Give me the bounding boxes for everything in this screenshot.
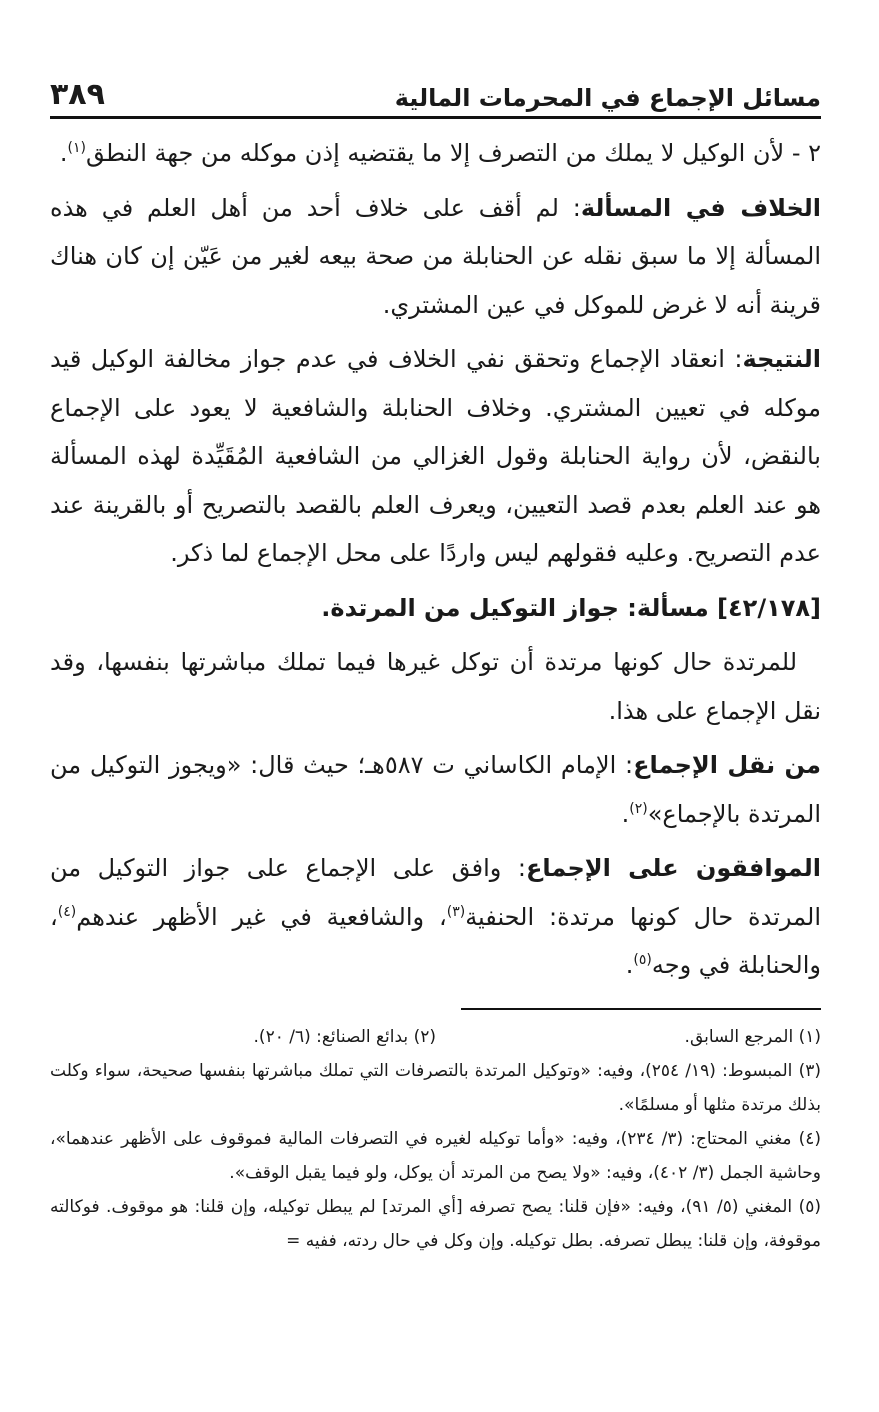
- paragraph-end: .: [621, 799, 630, 828]
- paragraph-reason-2: [50, 129, 821, 178]
- footnote-2: (٢) بدائع الصنائع: (٦/ ٢٠).: [253, 1026, 436, 1047]
- paragraph-text: للمرتدة حال كونها مرتدة أن توكل غيرها فيما تملك مباشرتها بنفسها، وقد نقل الإجماع على هذا.: [50, 648, 821, 725]
- footnote-row: [50, 1020, 821, 1054]
- issue-heading: [٤٢/١٧٨] مسألة: جواز التوكيل من المرتدة.: [321, 593, 821, 622]
- paragraph-text: : انعقاد الإجماع وتحقق نفي الخلاف في عدم جواز مخالفة الوكيل قيد موكله في تعيين المشتري. وخلاف الحنابلة والشافعية لا يعود على الإجماع بالنقض، لأن رواية الحنابلة وقول الغزالي من الشافعية المُقَيِّدة لهذه المسألة هو عند العلم بعدم قصد التعيين، ويعرف العلم بالقصد بالتصريح أو بالقرينة عند عدم التصريح. وعليه فقولهم ليس واردًا على محل الإجماع لما ذكر.: [50, 345, 821, 567]
- footnote-5: (٥) المغني (٥/ ٩١)، وفيه: «فإن قلنا: يصح تصرفه [أي المرتد] لم يبطل توكيله، وإن قلنا: هو موقوف. فوكالته موقوفة، وإن قلنا: يبطل تصرفه. بطل توكيله. وإن وكل في حال ردته، ففيه =: [50, 1196, 821, 1251]
- footnote-4: (٤) مغني المحتاج: (٣/ ٢٣٤)، وفيه: «وأما توكيله لغيره في التصرفات المالية فموقوف على الأظهر عندهما»، وحاشية الجمل (٣/ ٤٠٢)، وفيه: «ولا يصح من المرتد أن يوكل، ولو فيما يقبل الوقف».: [50, 1128, 821, 1183]
- paragraph-lead: الموافقون على الإجماع: [525, 854, 821, 882]
- paragraph-lead: الخلاف في المسألة: [580, 193, 821, 222]
- paragraph-text: : الإمام الكاساني ت ٥٨٧هـ؛ حيث قال: «ويجوز التوكيل من المرتدة بالإجماع»: [50, 751, 821, 828]
- footnote-ref: (٤): [57, 903, 77, 920]
- paragraph-text: : وافق على الإجماع على جواز التوكيل من المرتدة حال كونها مرتدة: الحنفية: [50, 854, 821, 931]
- footnote-ref: (٥): [633, 952, 652, 968]
- paragraph-text: : لم أقف على خلاف أحد من أهل العلم في هذه المسألة إلا ما سبق نقله عن الحنابلة من صحة بيعه لغير من عَيّن إن كان هناك قرينة أنه لا غرض للموكل في عين المشتري.: [50, 193, 821, 319]
- running-title: مسائل الإجماع في المحرمات المالية: [394, 84, 821, 112]
- paragraph-lead: النتيجة: [742, 345, 821, 373]
- footnote-ref: (٢): [629, 800, 648, 817]
- footnotes: [50, 1020, 821, 1258]
- page-number: ٣٨٩: [50, 77, 105, 112]
- main-text: [50, 129, 821, 990]
- paragraph-consensus-source: [50, 741, 821, 838]
- paragraph-end: .: [625, 951, 634, 979]
- running-header: [50, 72, 821, 119]
- paragraph-end: .: [59, 139, 68, 167]
- paragraph-lead: من نقل الإجماع: [633, 751, 822, 779]
- footnote-separator: [461, 1008, 821, 1010]
- paragraph-agreeing-schools: [50, 844, 821, 990]
- paragraph-result: [50, 335, 821, 578]
- footnote-1: (١) المرجع السابق.: [684, 1026, 821, 1047]
- footnote-ref: (٣): [446, 903, 466, 920]
- footnote-3: (٣) المبسوط: (١٩/ ٢٥٤)، وفيه: «وتوكيل المرتدة بالتصرفات التي تملك مباشرتها بنفسها صحيحة، سواء وكلت بذلك مرتدة مثلها أو مسلمًا».: [50, 1060, 821, 1115]
- paragraph-disagreement: [50, 184, 821, 330]
- paragraph-text: ، والشافعية في غير الأظهر عندهم: [76, 902, 447, 931]
- footnote-ref: (١): [67, 140, 86, 156]
- paragraph-text: ، والحنابلة في وجه: [50, 902, 821, 979]
- paragraph-text: ٢ - لأن الوكيل لا يملك من التصرف إلا ما يقتضيه إذن موكله من جهة النطق: [85, 139, 821, 167]
- paragraph-issue-statement: [50, 638, 821, 735]
